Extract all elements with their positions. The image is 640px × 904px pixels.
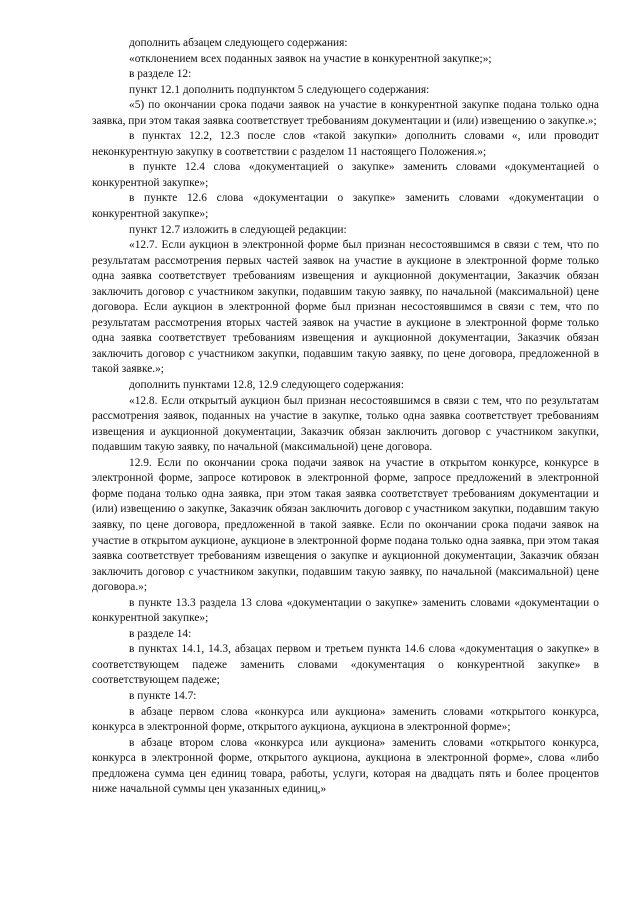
- paragraph: «12.7. Если аукцион в электронной форме был признан несостоявшимся в связи с тем, что по результатам рассмотрения первых частей заявок на участие в аукционе в электронной форме только одна заявка соответствует требованиям извещения и аукционной документации, Заказчик обязан заключить договор с участником закупки, подавшим такую заявку, по начальной (максимальной) цене договора. Если аукцион в электронной форме был признан несостоявшимся в связи с тем, что по результатам рассмотрения вторых частей заявок на участие в аукционе в электронной форме только одна заявка соответствует требованиям извещения и аукционной документации, Заказчик обязан заключить договор с участником закупки, подавшим такую заявку, по цене договора, предложенной в такой заявке.»;: [92, 239, 599, 376]
- paragraph: в абзаце втором слова «конкурса или аукциона» заменить словами «открытого конкурса, конкурса в электронной форме, открытого аукциона, аукциона в электронной форме», слова «либо предложена сумма цен единиц товара, работы, услуги, которая на двадцать пять и более процентов ниже начальной суммы цен указанных единиц,»: [92, 736, 599, 796]
- paragraph: в пунктах 14.1, 14.3, абзацах первом и третьем пункта 14.6 слова «документация о закупке» в соответствующем падеже заменить словами «документация о конкурентной закупке» в соответствующем падеже;: [92, 643, 599, 687]
- paragraph: дополнить пунктами 12.8, 12.9 следующего содержания:: [129, 379, 404, 392]
- paragraph: пункт 12.1 дополнить подпунктом 5 следующего содержания:: [129, 83, 430, 96]
- paragraph: «12.8. Если открытый аукцион был признан несостоявшимся в связи с тем, что по результатам рассмотрения заявок, поданных на участие в закупке, только одна заявка соответствует требованиям извещения и аукционной документации, Заказчик обязан заключить договор с участником закупки, подавшим такую заявку, по начальной (максимальной) цене договора.: [92, 394, 599, 454]
- paragraph: «5) по окончании срока подачи заявок на участие в конкурентной закупке подана только одна заявка, при этом такая заявка соответствует требованиям документации и (или) извещению о закупке.»;: [92, 99, 599, 127]
- paragraph: в разделе 12:: [129, 68, 192, 81]
- paragraph: дополнить абзацем следующего содержания:: [129, 37, 348, 49]
- paragraph: в пункте 12.6 слова «документации о закупке» заменить словами «документации о конкурентной закупке»;: [92, 192, 599, 221]
- paragraph: в пункте 12.4 слова «документацией о закупке» заменить словами «документацией о конкурентной закупке»;: [92, 161, 599, 189]
- paragraph: 12.9. Если по окончании срока подачи заявок на участие в открытом конкурсе, конкурсе в электронной форме, запросе котировок в электронной форме, запросе предложений в электронной форме подана только одна заявка, при этом такая заявка соответствует требованиям документации и (или) извещению о закупке, Заказчик обязан заключить договор с участником закупки, подавшим такую заявку, по цене договора, предложенной в такой заявке. Если по окончании срока подачи заявок на участие в открытом аукционе, аукционе в электронной форме подана только одна заявка, при этом такая заявка соответствует требованиям извещения о закупке и аукционной документации, Заказчик обязан заключить договор с участником закупки, подавшим такую заявку, по начальной (максимальной) цене договора.»;: [92, 456, 599, 594]
- paragraph: пункт 12.7 изложить в следующей редакции:: [129, 223, 347, 236]
- paragraph: «отклонением всех поданных заявок на участие в конкурентной закупке;»;: [129, 52, 492, 65]
- paragraph: в пункте 13.3 раздела 13 слова «документации о закупке» заменить словами «документации о конкурентной закупке»;: [92, 596, 599, 625]
- paragraph: в абзаце первом слова «конкурса или аукциона» заменить словами «открытого конкурса, конкурса в электронной форме, открытого аукциона, аукциона в электронной форме»;: [92, 705, 599, 734]
- paragraph: в пунктах 12.2, 12.3 после слов «такой закупки» дополнить словами «, или проводит неконкурентную закупку в соответствии с разделом 11 настоящего Положения.»;: [92, 130, 599, 158]
- paragraph: в пункте 14.7:: [129, 689, 197, 702]
- document-body: [92, 36, 599, 798]
- paragraph: в разделе 14:: [129, 627, 192, 640]
